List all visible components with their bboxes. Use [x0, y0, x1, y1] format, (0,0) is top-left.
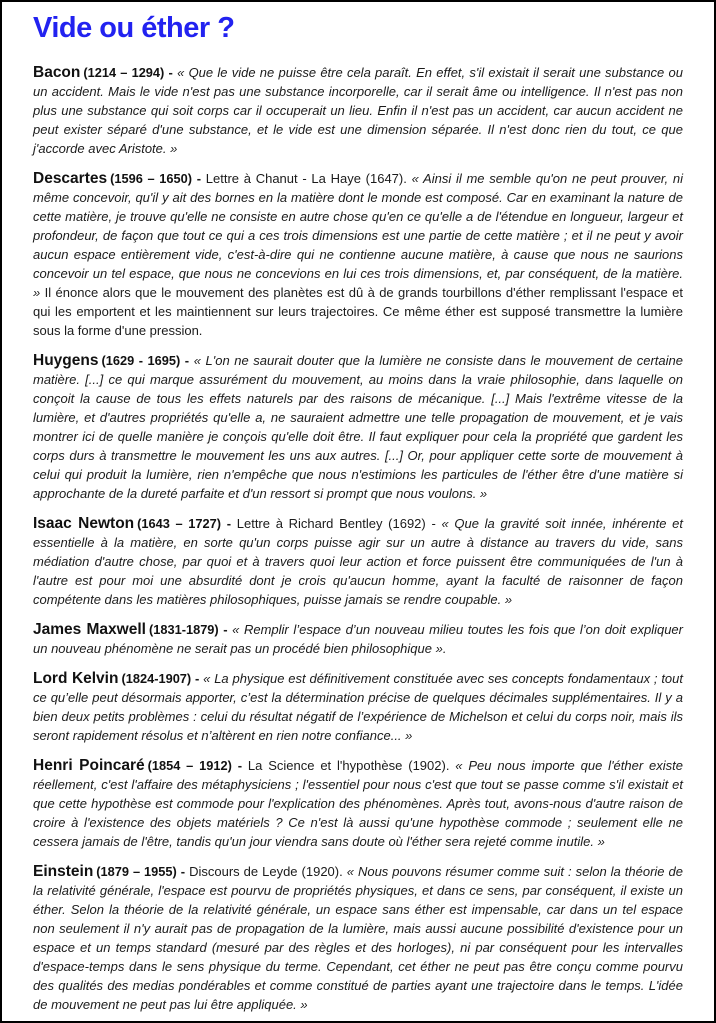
separator-dash: -	[218, 622, 233, 637]
quote-text: « Que le vide ne puisse être cela paraît. En effet, s'il existait il serait une substance ou un accident. Mais le vide n'est pas une substance incorporelle, car il serait âme ou intelligence. Il n'est pas non plus une substance qui soit corps car il occuperait un lieu. Enfin il n'est pas un accident, car aucun accident ne peut exister séparé d'une substance, et le vide est une dimension séparée. Il n'est donc rien du tout, ce que j'accorde avec Aristote. »	[33, 65, 683, 156]
author-dates: (1824-1907)	[121, 671, 192, 686]
author-name: Descartes	[33, 170, 108, 187]
source-reference: Lettre à Richard Bentley (1692) -	[236, 516, 442, 531]
page-title: Vide ou éther ?	[33, 12, 235, 44]
quote-paragraph	[33, 862, 683, 1014]
source-reference: Lettre à Chanut - La Haye (1647).	[205, 171, 412, 186]
separator-dash: -	[176, 864, 190, 879]
quote-paragraph	[33, 63, 683, 158]
author-dates: (1854 – 1912)	[147, 758, 232, 773]
commentary-text: Il énonce alors que le mouvement des planètes est dû à de grands tourbillons d'éther remplissant l'espace et qui les emportent et les maintiennent sur leurs trajectoires. Ce même éther est supposé transmettre la lumière sous la forme d'une pression.	[33, 285, 683, 338]
author-dates: (1214 – 1294)	[83, 65, 165, 80]
author-dates: (1629 - 1695)	[101, 353, 181, 368]
document-page	[2, 2, 714, 1014]
separator-dash: -	[231, 758, 248, 773]
author-name: Henri Poincaré	[33, 757, 145, 774]
quote-text: « Nous pouvons résumer comme suit : selon la théorie de la relativité générale, l'espace est pourvu de propriétés physiques, et dans ce sens, par conséquent, il existe un éther. Selon la théorie de la relativité générale, un espace sans éther est impensable, car dans un tel espace non seulement il n'y aurait pas de propagation de la lumière, mais aussi aucune possibilité d'existence pour un espace et un temps standard (mesuré par des règles et des horloges), ni par conséquent pour les intervalles d'espace-temps dans le sens physique du terme. Cependant, cet éther ne peut pas être conçu comme pourvu des qualités des medias pondérables et comme constitué de parties ayant une trajectoire dans le temps. L'idée de mouvement ne peut pas lui être appliquée. »	[33, 864, 683, 1012]
author-dates: (1831-1879)	[148, 622, 219, 637]
author-name: Bacon	[33, 64, 81, 81]
author-name: Einstein	[33, 863, 94, 880]
separator-dash: -	[164, 65, 178, 80]
author-name: Lord Kelvin	[33, 670, 119, 687]
author-dates: (1643 – 1727)	[137, 516, 222, 531]
separator-dash: -	[192, 171, 206, 186]
quote-paragraph	[33, 351, 683, 503]
author-name: Isaac Newton	[33, 515, 135, 532]
source-reference: La Science et l'hypothèse (1902).	[247, 758, 456, 773]
quotes-list	[33, 63, 683, 1014]
quote-paragraph	[33, 756, 683, 851]
quote-text: « L'on ne saurait douter que la lumière ne consiste dans le mouvement de certaine matière. [...] ce qui marque assurément du mouvement, au moins dans la vraie philosophie, dans laquelle on conçoit la cause de tous les effets naturels par des raisons de mécanique. [...] Mais l'extrême vitesse de la lumière, et d'autres propriétés qu'elle a, ne sauraient admettre une telle propagation de mouvement, et je vais montrer ici de quelle manière je conçois qu'elle doit être. Il faut expliquer pour cela la propriété que gardent les corps durs à transmettre le mouvement les uns aux autres. [...] Or, pour appliquer cette sorte de mouvement à celui qui produit la lumière, rien n'empêche que nous n'estimions les particules de l'éther être d'une matière si approchante de la dureté parfaite et d'un ressort si prompt que nous voulons. »	[33, 353, 683, 501]
quote-text: « Peu nous importe que l'éther existe réellement, c'est l'affaire des métaphysiciens ; l'essentiel pour nous c'est que tout se passe comme s'il existait et que cette hypothèse est commode pour l'explication des phénomènes. Après tout, avons-nous d'autre raison de croire à l'existence des objets matériels ? Ce n'est là aussi qu'une hypothèse commode ; seulement elle ne cessera jamais de l'être, tandis qu'un jour viendra sans doute où l'éther sera rejeté comme inutile. »	[33, 758, 683, 849]
author-name: Huygens	[33, 352, 99, 369]
author-name: James Maxwell	[33, 621, 146, 638]
quote-paragraph	[33, 620, 683, 658]
quote-text: « Ainsi il me semble qu'on ne peut prouver, ni même concevoir, qu'il y ait des bornes en la matière dont le monde est composé. Car en examinant la nature de cette matière, je trouve qu'elle ne consiste en autre chose qu'en ce qu'elle a de l'étendue en longueur, largeur et profondeur, de façon que tout ce qui a ces trois dimensions est une partie de cette matière ; et il ne peut y avoir aucun espace entièrement vide, c'est-à-dire qui ne contienne aucune matière, à cause que nous ne saurions concevoir un tel espace, que nous ne concevions en lui ces trois dimensions, et, par conséquent, de la matière. »	[33, 171, 683, 300]
quote-paragraph	[33, 669, 683, 745]
separator-dash: -	[191, 671, 204, 686]
author-dates: (1596 – 1650)	[110, 171, 193, 186]
separator-dash: -	[180, 353, 194, 368]
quote-text: « Que la gravité soit innée, inhérente et essentielle à la matière, en sorte qu'un corps puisse agir sur un autre à distance au travers du vide, sans médiation d'autre chose, par quoi et à travers quoi leur action et force puissent être communiquées de l'un à l'autre est pour moi une absurdité dont je crois qu'aucun homme, ayant la faculté de raisonner de façon compétente dans les matières philosophiques, puisse jamais se rendre coupable. »	[33, 516, 683, 607]
source-reference: Discours de Leyde (1920).	[189, 864, 347, 879]
quote-paragraph	[33, 169, 683, 340]
quote-paragraph	[33, 514, 683, 609]
quote-text: « Remplir l’espace d’un nouveau milieu toutes les fois que l’on doit expliquer un nouveau phénomène ne serait pas un procédé bien philosophique ».	[33, 622, 683, 656]
separator-dash: -	[221, 516, 237, 531]
quote-text: « La physique est définitivement constituée avec ses concepts fondamentaux ; tout ce qu’elle peut désormais apporter, c’est la détermination précise de quelques décimales supplémentaires. Il y a bien deux petits problèmes : celui du résultat négatif de l’expérience de Michelson et celui du corps noir, mais ils seront rapidement résolus et n’altèrent en rien notre confiance... »	[33, 671, 683, 743]
author-dates: (1879 – 1955)	[96, 864, 177, 879]
